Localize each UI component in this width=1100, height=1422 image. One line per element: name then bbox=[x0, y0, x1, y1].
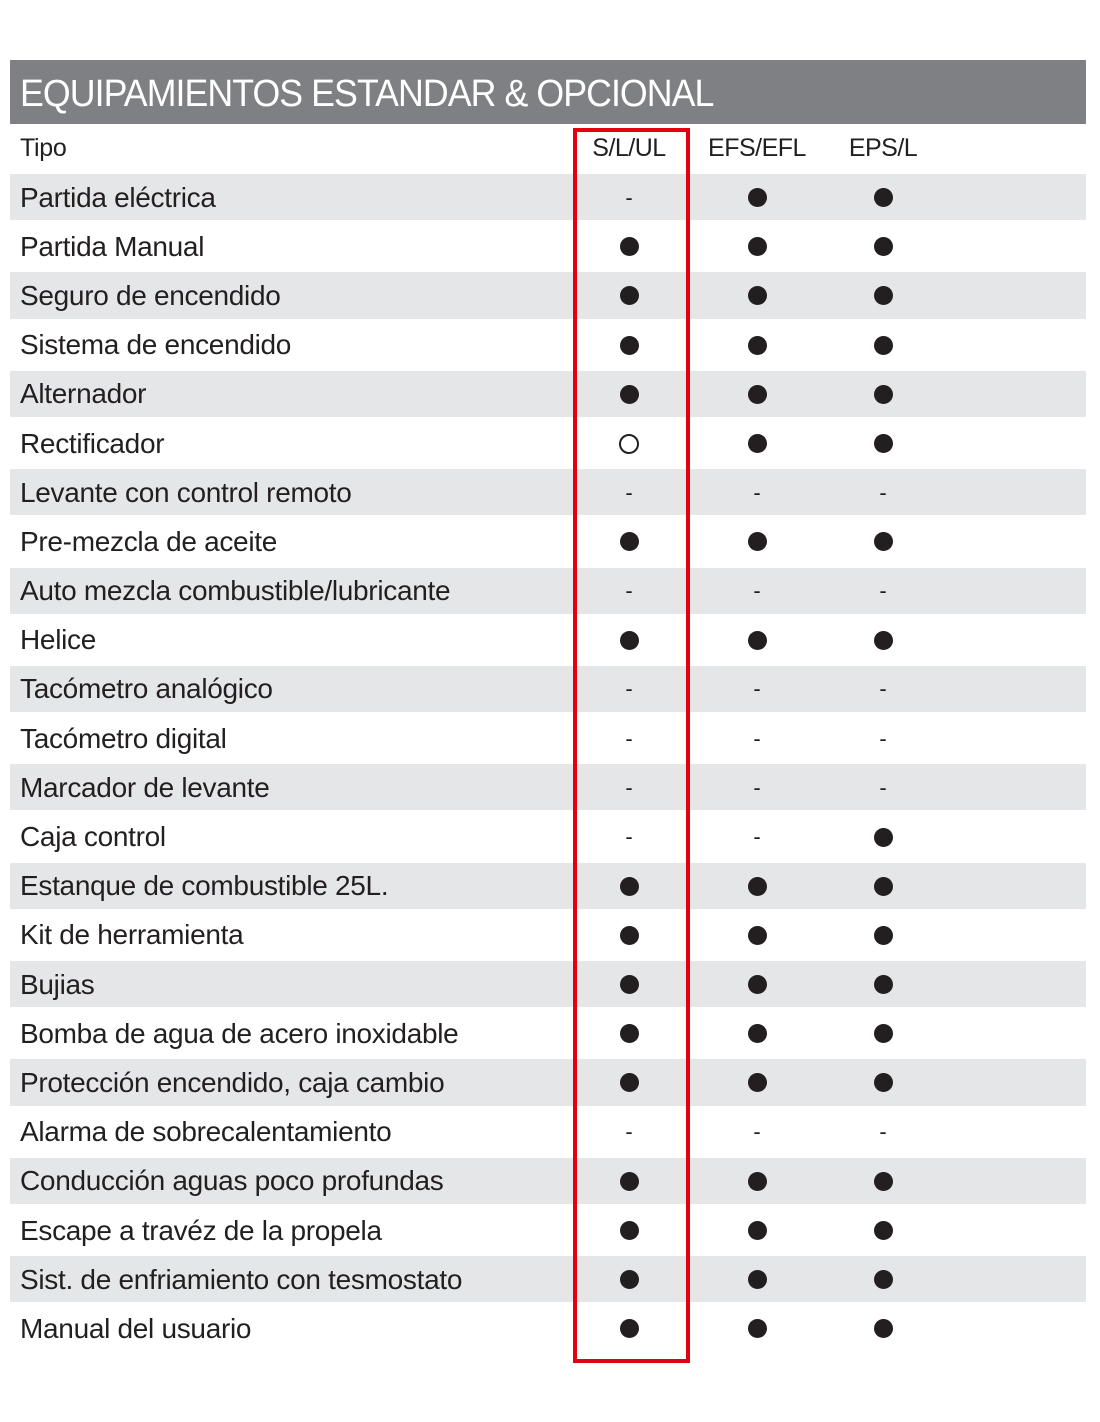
standard-dot-icon bbox=[874, 926, 893, 945]
table-row bbox=[10, 616, 1086, 665]
standard-dot-icon bbox=[620, 1024, 639, 1043]
cell-s-l-ul bbox=[569, 1009, 689, 1058]
cell-efs-efl bbox=[697, 517, 817, 566]
cell-eps-l bbox=[823, 419, 943, 468]
standard-dot-icon bbox=[748, 877, 767, 896]
cell-eps-l bbox=[823, 1206, 943, 1255]
not-available-dash: - bbox=[753, 725, 761, 751]
cell-eps-l bbox=[823, 763, 943, 812]
standard-dot-icon bbox=[748, 434, 767, 453]
standard-dot-icon bbox=[748, 1073, 767, 1092]
standard-dot-icon bbox=[874, 631, 893, 650]
cell-s-l-ul bbox=[569, 616, 689, 665]
standard-dot-icon bbox=[748, 336, 767, 355]
standard-dot-icon bbox=[874, 877, 893, 896]
standard-dot-icon bbox=[620, 1172, 639, 1191]
row-label: Alternador bbox=[20, 378, 147, 410]
cell-efs-efl bbox=[697, 812, 817, 861]
standard-dot-icon bbox=[748, 1221, 767, 1240]
cell-efs-efl bbox=[697, 665, 817, 714]
row-label: Tacómetro analógico bbox=[20, 673, 273, 705]
standard-dot-icon bbox=[620, 336, 639, 355]
cell-eps-l bbox=[823, 862, 943, 911]
cell-s-l-ul bbox=[569, 1157, 689, 1206]
standard-dot-icon bbox=[748, 975, 767, 994]
table-row bbox=[10, 517, 1086, 566]
cell-eps-l bbox=[823, 1108, 943, 1157]
standard-dot-icon bbox=[874, 1319, 893, 1338]
standard-dot-icon bbox=[748, 1172, 767, 1191]
cell-eps-l bbox=[823, 321, 943, 370]
not-available-dash: - bbox=[625, 824, 633, 850]
cell-eps-l bbox=[823, 1304, 943, 1353]
cell-s-l-ul bbox=[569, 960, 689, 1009]
standard-dot-icon bbox=[620, 1073, 639, 1092]
standard-dot-icon bbox=[874, 434, 893, 453]
table-row bbox=[10, 763, 1086, 812]
cell-eps-l bbox=[823, 1255, 943, 1304]
cell-efs-efl bbox=[697, 1157, 817, 1206]
cell-eps-l bbox=[823, 960, 943, 1009]
cell-s-l-ul bbox=[569, 911, 689, 960]
standard-dot-icon bbox=[620, 237, 639, 256]
row-label: Rectificador bbox=[20, 427, 165, 459]
standard-dot-icon bbox=[874, 286, 893, 305]
column-header-type: Tipo bbox=[20, 134, 67, 162]
standard-dot-icon bbox=[620, 877, 639, 896]
table-row bbox=[10, 665, 1086, 714]
not-available-dash: - bbox=[879, 774, 887, 800]
standard-dot-icon bbox=[874, 336, 893, 355]
cell-efs-efl bbox=[697, 911, 817, 960]
table-row bbox=[10, 911, 1086, 960]
cell-eps-l bbox=[823, 1009, 943, 1058]
not-available-dash: - bbox=[879, 1119, 887, 1145]
table-body bbox=[10, 173, 1086, 1354]
table-row bbox=[10, 862, 1086, 911]
row-label: Sistema de encendido bbox=[20, 329, 292, 361]
table-row bbox=[10, 468, 1086, 517]
cell-s-l-ul bbox=[569, 173, 689, 222]
not-available-dash: - bbox=[879, 725, 887, 751]
table-row bbox=[10, 1108, 1086, 1157]
table-row bbox=[10, 1157, 1086, 1206]
table-row bbox=[10, 1058, 1086, 1107]
not-available-dash: - bbox=[753, 1119, 761, 1145]
cell-efs-efl bbox=[697, 616, 817, 665]
table-row bbox=[10, 222, 1086, 271]
not-available-dash: - bbox=[753, 479, 761, 505]
cell-efs-efl bbox=[697, 1304, 817, 1353]
cell-efs-efl bbox=[697, 714, 817, 763]
table-row bbox=[10, 173, 1086, 222]
standard-dot-icon bbox=[748, 188, 767, 207]
row-label: Partida eléctrica bbox=[20, 181, 216, 213]
row-label: Auto mezcla combustible/lubricante bbox=[20, 575, 451, 607]
table-row bbox=[10, 567, 1086, 616]
row-label: Estanque de combustible 25L. bbox=[20, 870, 389, 902]
row-label: Levante con control remoto bbox=[20, 476, 352, 508]
cell-efs-efl bbox=[697, 862, 817, 911]
row-label: Seguro de encendido bbox=[20, 279, 281, 311]
standard-dot-icon bbox=[874, 1172, 893, 1191]
cell-s-l-ul bbox=[569, 271, 689, 320]
table-row bbox=[10, 419, 1086, 468]
cell-eps-l bbox=[823, 911, 943, 960]
cell-s-l-ul bbox=[569, 1255, 689, 1304]
cell-efs-efl bbox=[697, 1009, 817, 1058]
cell-eps-l bbox=[823, 567, 943, 616]
cell-efs-efl bbox=[697, 419, 817, 468]
standard-dot-icon bbox=[620, 975, 639, 994]
row-label: Conducción aguas poco profundas bbox=[20, 1165, 444, 1197]
cell-s-l-ul bbox=[569, 1304, 689, 1353]
row-label: Marcador de levante bbox=[20, 771, 270, 803]
cell-eps-l bbox=[823, 271, 943, 320]
cell-eps-l bbox=[823, 812, 943, 861]
standard-dot-icon bbox=[874, 1024, 893, 1043]
cell-efs-efl bbox=[697, 173, 817, 222]
standard-dot-icon bbox=[620, 532, 639, 551]
table-row bbox=[10, 1206, 1086, 1255]
cell-s-l-ul bbox=[569, 862, 689, 911]
cell-eps-l bbox=[823, 173, 943, 222]
cell-s-l-ul bbox=[569, 321, 689, 370]
cell-efs-efl bbox=[697, 370, 817, 419]
standard-dot-icon bbox=[874, 385, 893, 404]
not-available-dash: - bbox=[753, 824, 761, 850]
table-row bbox=[10, 812, 1086, 861]
row-label: Escape a travéz de la propela bbox=[20, 1214, 382, 1246]
title-bar bbox=[10, 60, 1086, 124]
standard-dot-icon bbox=[874, 1073, 893, 1092]
row-label: Sist. de enfriamiento con tesmostato bbox=[20, 1263, 463, 1295]
row-label: Alarma de sobrecalentamiento bbox=[20, 1116, 392, 1148]
standard-dot-icon bbox=[748, 1270, 767, 1289]
row-label: Caja control bbox=[20, 821, 166, 853]
row-label: Manual del usuario bbox=[20, 1312, 252, 1344]
cell-eps-l bbox=[823, 517, 943, 566]
cell-s-l-ul bbox=[569, 1108, 689, 1157]
table-row bbox=[10, 1255, 1086, 1304]
standard-dot-icon bbox=[748, 286, 767, 305]
table-row bbox=[10, 960, 1086, 1009]
column-header-eps-l: EPS/L bbox=[848, 134, 918, 162]
row-label: Pre-mezcla de aceite bbox=[20, 525, 278, 557]
cell-s-l-ul bbox=[569, 517, 689, 566]
table-row bbox=[10, 321, 1086, 370]
not-available-dash: - bbox=[625, 774, 633, 800]
cell-eps-l bbox=[823, 222, 943, 271]
not-available-dash: - bbox=[625, 676, 633, 702]
standard-dot-icon bbox=[620, 1221, 639, 1240]
table-row bbox=[10, 370, 1086, 419]
cell-s-l-ul bbox=[569, 1206, 689, 1255]
cell-efs-efl bbox=[697, 468, 817, 517]
cell-efs-efl bbox=[697, 1108, 817, 1157]
standard-dot-icon bbox=[620, 1270, 639, 1289]
cell-eps-l bbox=[823, 714, 943, 763]
not-available-dash: - bbox=[753, 774, 761, 800]
not-available-dash: - bbox=[879, 578, 887, 604]
cell-eps-l bbox=[823, 370, 943, 419]
row-label: Bomba de agua de acero inoxidable bbox=[20, 1017, 459, 1049]
cell-eps-l bbox=[823, 1157, 943, 1206]
cell-s-l-ul bbox=[569, 468, 689, 517]
cell-efs-efl bbox=[697, 222, 817, 271]
cell-s-l-ul bbox=[569, 1058, 689, 1107]
standard-dot-icon bbox=[874, 1221, 893, 1240]
cell-efs-efl bbox=[697, 1206, 817, 1255]
row-label: Kit de herramienta bbox=[20, 919, 244, 951]
cell-efs-efl bbox=[697, 763, 817, 812]
standard-dot-icon bbox=[874, 532, 893, 551]
row-label: Protección encendido, caja cambio bbox=[20, 1066, 445, 1098]
standard-dot-icon bbox=[748, 631, 767, 650]
row-label: Tacómetro digital bbox=[20, 722, 227, 754]
cell-s-l-ul bbox=[569, 812, 689, 861]
column-header-efs-efl: EFS/EFL bbox=[708, 134, 806, 162]
not-available-dash: - bbox=[625, 479, 633, 505]
not-available-dash: - bbox=[625, 184, 633, 210]
not-available-dash: - bbox=[625, 578, 633, 604]
not-available-dash: - bbox=[625, 1119, 633, 1145]
standard-dot-icon bbox=[620, 286, 639, 305]
cell-efs-efl bbox=[697, 1058, 817, 1107]
cell-eps-l bbox=[823, 616, 943, 665]
not-available-dash: - bbox=[753, 578, 761, 604]
table-row bbox=[10, 271, 1086, 320]
standard-dot-icon bbox=[874, 237, 893, 256]
cell-efs-efl bbox=[697, 960, 817, 1009]
table-header-row bbox=[10, 124, 1086, 173]
cell-efs-efl bbox=[697, 321, 817, 370]
row-label: Partida Manual bbox=[20, 230, 205, 262]
standard-dot-icon bbox=[620, 1319, 639, 1338]
cell-s-l-ul bbox=[569, 222, 689, 271]
cell-efs-efl bbox=[697, 567, 817, 616]
cell-eps-l bbox=[823, 1058, 943, 1107]
row-label: Bujias bbox=[20, 968, 95, 1000]
optional-circle-icon bbox=[619, 434, 639, 454]
standard-dot-icon bbox=[748, 532, 767, 551]
standard-dot-icon bbox=[748, 1024, 767, 1043]
standard-dot-icon bbox=[748, 1319, 767, 1338]
standard-dot-icon bbox=[620, 631, 639, 650]
cell-s-l-ul bbox=[569, 419, 689, 468]
cell-eps-l bbox=[823, 468, 943, 517]
cell-eps-l bbox=[823, 665, 943, 714]
not-available-dash: - bbox=[625, 725, 633, 751]
cell-s-l-ul bbox=[569, 665, 689, 714]
standard-dot-icon bbox=[620, 926, 639, 945]
equipment-table bbox=[10, 124, 1086, 1354]
not-available-dash: - bbox=[753, 676, 761, 702]
standard-dot-icon bbox=[620, 385, 639, 404]
cell-s-l-ul bbox=[569, 567, 689, 616]
cell-s-l-ul bbox=[569, 763, 689, 812]
not-available-dash: - bbox=[879, 479, 887, 505]
table-row bbox=[10, 1009, 1086, 1058]
table-row bbox=[10, 714, 1086, 763]
column-header-s-l-ul: S/L/UL bbox=[592, 134, 666, 162]
standard-dot-icon bbox=[874, 188, 893, 207]
standard-dot-icon bbox=[874, 1270, 893, 1289]
standard-dot-icon bbox=[748, 926, 767, 945]
row-label: Helice bbox=[20, 624, 97, 656]
cell-s-l-ul bbox=[569, 714, 689, 763]
not-available-dash: - bbox=[879, 676, 887, 702]
standard-dot-icon bbox=[874, 975, 893, 994]
cell-efs-efl bbox=[697, 271, 817, 320]
table-row bbox=[10, 1304, 1086, 1353]
page-title: EQUIPAMIENTOS ESTANDAR & OPCIONAL bbox=[20, 72, 714, 115]
standard-dot-icon bbox=[748, 385, 767, 404]
standard-dot-icon bbox=[874, 828, 893, 847]
standard-dot-icon bbox=[748, 237, 767, 256]
cell-s-l-ul bbox=[569, 370, 689, 419]
cell-efs-efl bbox=[697, 1255, 817, 1304]
